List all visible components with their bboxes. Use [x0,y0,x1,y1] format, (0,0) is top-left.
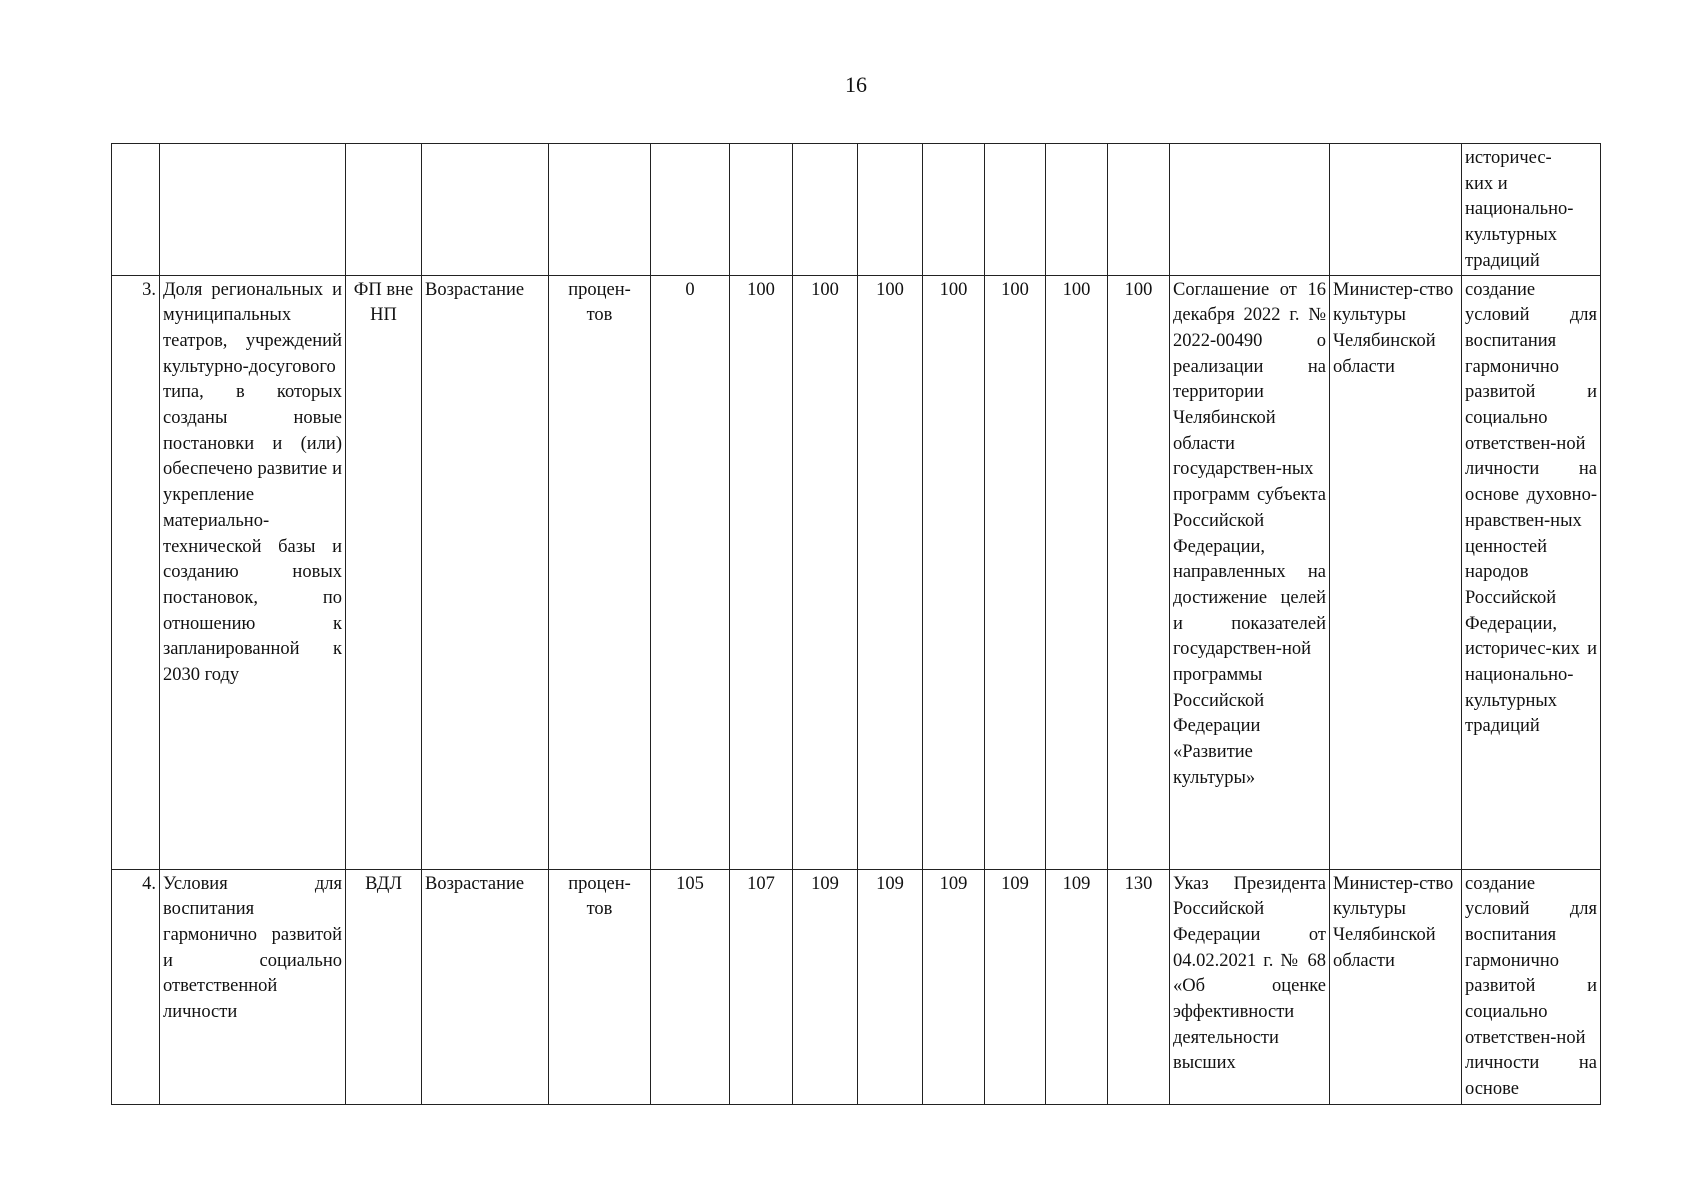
cell-v1 [730,144,793,276]
table-row-continuation [112,144,1601,276]
cell-responsible [1330,144,1462,276]
cell-v6 [1046,144,1108,276]
cell-v4: 109 [923,869,985,1104]
cell-unit: процен- тов [549,869,651,1104]
cell-v4 [923,144,985,276]
cell-num [112,144,160,276]
cell-base: 0 [651,275,730,869]
cell-base: 105 [651,869,730,1104]
cell-document: Соглашение от 16 декабря 2022 г. № 2022-00490 о реализации на территории Челябинской области государствен-ных программ субъекта Российской Федерации, направленных на достижение целей и показателей государствен-ной программы Российской Федерации «Развитие культуры» [1170,275,1330,869]
cell-v6: 109 [1046,869,1108,1104]
cell-v4: 100 [923,275,985,869]
cell-v5 [985,144,1046,276]
cell-trend: Возрастание [422,869,549,1104]
cell-v7: 100 [1108,275,1170,869]
cell-goal: историчес- ких и национально- культурных традиций [1462,144,1601,276]
cell-trend: Возрастание [422,275,549,869]
cell-name [160,144,346,276]
cell-base [651,144,730,276]
cell-v2 [793,144,858,276]
cell-v7: 130 [1108,869,1170,1104]
cell-name: Условия для воспитания гармонично развитой и социально ответственной личности [160,869,346,1104]
cell-name: Доля региональных и муниципальных театров, учреждений культурно-досугового типа, в которых созданы новые постановки и (или) обеспечено развитие и укрепление материально-технической базы и созданию новых постановок, по отношению к запланированной к 2030 году [160,275,346,869]
cell-v5: 100 [985,275,1046,869]
cell-level [346,144,422,276]
cell-v3 [858,144,923,276]
cell-v3: 109 [858,869,923,1104]
page-number: 16 [845,72,867,97]
cell-level: ФП вне НП [346,275,422,869]
cell-v6: 100 [1046,275,1108,869]
cell-v2: 100 [793,275,858,869]
cell-responsible: Министер-ство культуры Челябинской области [1330,869,1462,1104]
cell-v1: 100 [730,275,793,869]
table-row [112,275,1601,869]
cell-document [1170,144,1330,276]
cell-v3: 100 [858,275,923,869]
cell-level: ВДЛ [346,869,422,1104]
cell-goal: создание условий для воспитания гармонично развитой и социально ответствен-ной личности на основе духовно-нравствен-ных ценностей народов Российской Федерации, историчес-ких и национально-культурных традиций [1462,275,1601,869]
cell-v7 [1108,144,1170,276]
cell-v2: 109 [793,869,858,1104]
cell-unit [549,144,651,276]
cell-trend [422,144,549,276]
cell-v5: 109 [985,869,1046,1104]
table-row [112,869,1601,1104]
cell-unit: процен- тов [549,275,651,869]
cell-goal: создание условий для воспитания гармонично развитой и социально ответствен-ной личности на основе [1462,869,1601,1104]
indicators-table [111,143,1601,1105]
cell-num: 4. [112,869,160,1104]
cell-v1: 107 [730,869,793,1104]
cell-responsible: Министер-ство культуры Челябинской области [1330,275,1462,869]
cell-document: Указ Президента Российской Федерации от 04.02.2021 г. № 68 «Об оценке эффективности деятельности высших [1170,869,1330,1104]
cell-num: 3. [112,275,160,869]
